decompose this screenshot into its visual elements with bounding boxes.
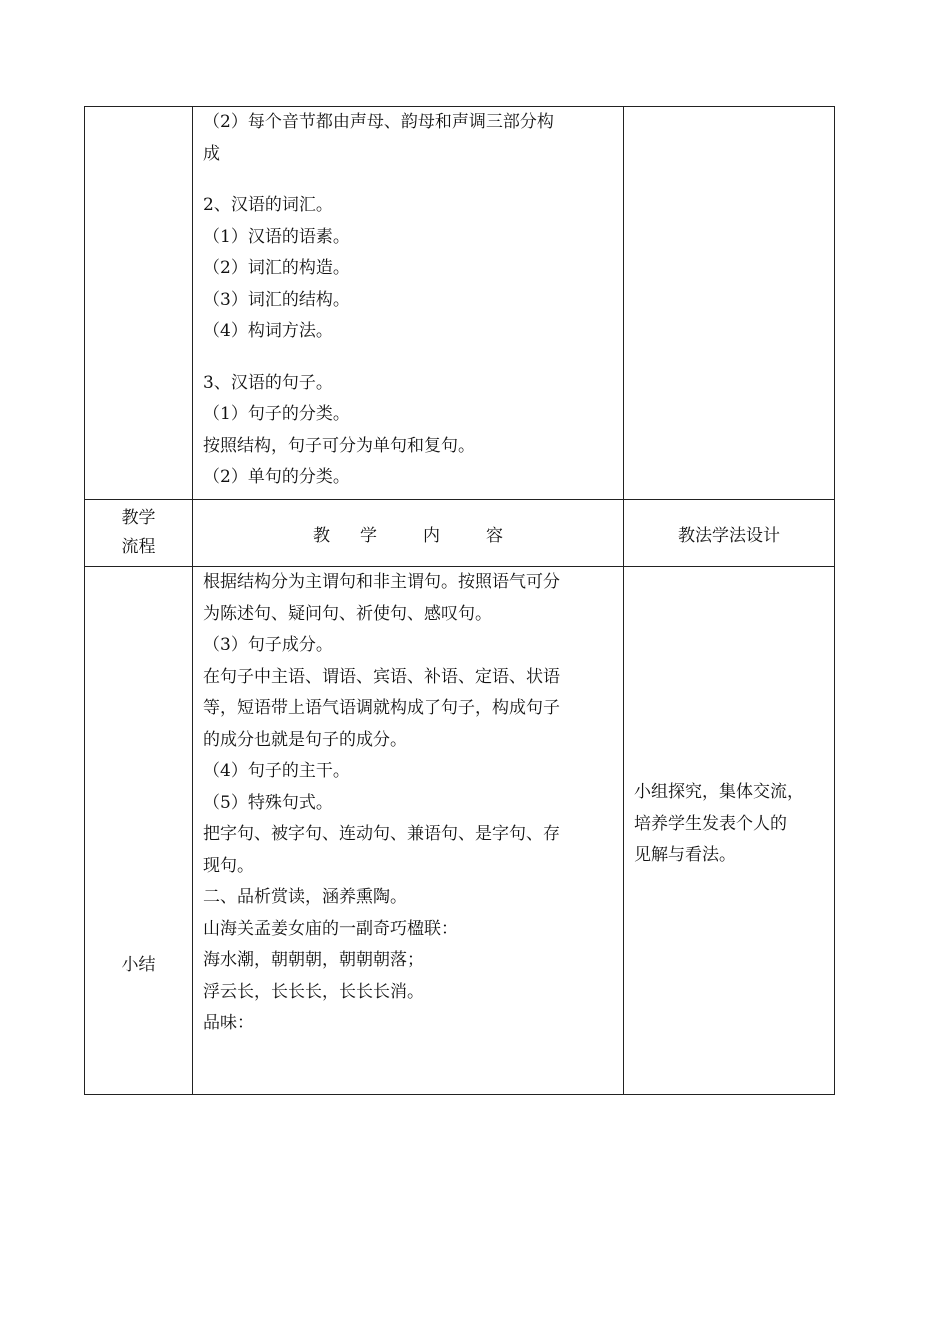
- section-heading: 2、汉语的词汇。: [203, 195, 333, 215]
- text-line: （4）句子的主干。: [203, 761, 350, 781]
- flow-cell-empty: [85, 107, 193, 500]
- header-flow-line2: 流程: [121, 537, 156, 557]
- text-line: 品味：: [203, 1013, 254, 1033]
- text-line: 成: [203, 143, 220, 164]
- header-method: 教法学法设计: [624, 500, 835, 567]
- text-line: 现句。: [203, 855, 254, 876]
- header-row: [85, 500, 835, 567]
- table-row: [85, 107, 835, 500]
- list-item: （1）句子的分类。: [203, 404, 350, 424]
- list-item: （2）词汇的构造。: [203, 258, 350, 278]
- method-cell-empty: [624, 107, 835, 500]
- list-item: （2）单句的分类。: [203, 467, 350, 487]
- summary-label: 小结: [121, 955, 156, 975]
- header-content: [193, 500, 624, 567]
- table-row: [85, 567, 835, 1095]
- list-item: （1）汉语的语素。: [203, 226, 350, 247]
- method-line: 培养学生发表个人的: [634, 813, 787, 834]
- text-line: 把字句、被字句、连动句、兼语句、是字句、存: [203, 824, 560, 844]
- text-line: 的成分也就是句子的成分。: [203, 729, 407, 750]
- method-line: 小组探究，集体交流，: [634, 782, 804, 802]
- text-line: 为陈述句、疑问句、祈使句、感叹句。: [203, 603, 492, 624]
- method-line: 见解与看法。: [634, 845, 736, 865]
- text-line: 根据结构分为主谓句和非主谓句。按照语气可分: [203, 572, 560, 592]
- header-char: 容: [486, 525, 503, 546]
- summary-cell: [85, 567, 193, 1095]
- list-item: （3）词汇的结构。: [203, 289, 350, 310]
- header-char: 学: [360, 525, 377, 546]
- header-flow: [85, 500, 193, 567]
- text-line: 海水潮，朝朝朝，朝朝朝落；: [203, 950, 424, 970]
- text-line: 山海关孟姜女庙的一副奇巧楹联：: [203, 918, 458, 939]
- method-cell: [624, 567, 835, 1095]
- content-cell: [193, 567, 624, 1095]
- list-item: （4）构词方法。: [203, 321, 333, 341]
- lesson-plan-table: [84, 106, 835, 1095]
- text-line: 二、品析赏读，涵养熏陶。: [203, 887, 407, 907]
- text-line: 等，短语带上语气语调就构成了句子，构成句子: [203, 698, 560, 718]
- text-line: 浮云长，长长长，长长长消。: [203, 981, 424, 1002]
- text-line: （2）每个音节都由声母、韵母和声调三部分构: [203, 112, 554, 132]
- text-line: （3）句子成分。: [203, 635, 333, 655]
- section-heading: 3、汉语的句子。: [203, 372, 333, 393]
- list-item: 按照结构，句子可分为单句和复句。: [203, 435, 475, 456]
- header-char: 内: [423, 525, 440, 546]
- text-line: （5）特殊句式。: [203, 792, 333, 813]
- header-flow-line1: 教学: [121, 508, 156, 528]
- text-line: 在句子中主语、谓语、宾语、补语、定语、状语: [203, 666, 560, 687]
- header-char: 教: [313, 525, 330, 546]
- content-cell: [193, 107, 624, 500]
